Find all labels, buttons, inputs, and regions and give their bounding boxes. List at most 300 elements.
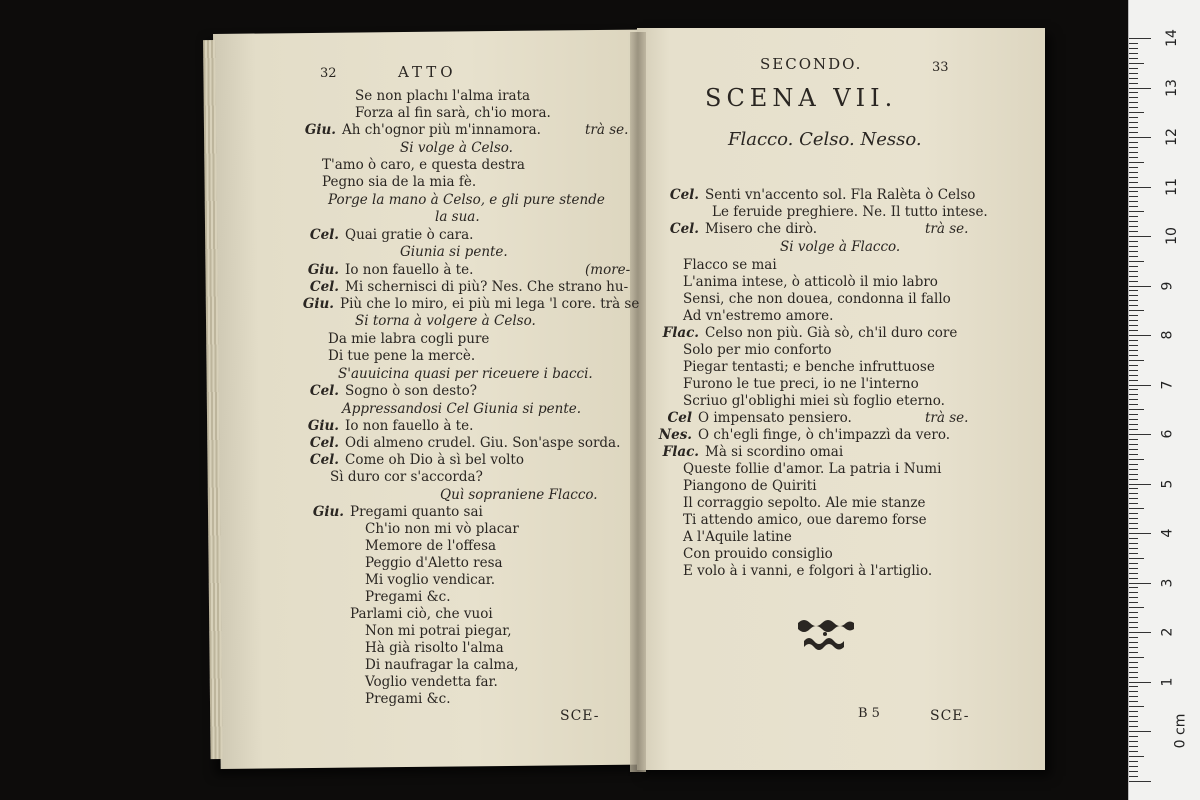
- ruler-tick: [1129, 231, 1138, 232]
- line-text: Piangono de Quiriti: [683, 478, 817, 494]
- ruler-tick: [1129, 612, 1138, 613]
- text-line: [312, 504, 483, 520]
- ruler-tick: [1129, 380, 1138, 381]
- ruler-tick: [1129, 58, 1138, 59]
- ruler-tick: [1129, 706, 1144, 707]
- line-text: Di tue pene la mercè.: [328, 348, 476, 364]
- text-line: [712, 204, 988, 220]
- ruler-tick: [1129, 157, 1138, 158]
- ruler-tick: [1129, 300, 1138, 301]
- text-line: [309, 452, 524, 468]
- line-text: L'anima intese, ò atticolò il mio labro: [683, 274, 938, 290]
- text-line: [435, 209, 480, 225]
- text-line: [667, 410, 969, 426]
- text-line: [669, 221, 969, 237]
- text-line: [683, 359, 935, 375]
- ruler-number: 8: [1159, 330, 1176, 340]
- line-text: Sì duro cor s'accorda?: [330, 469, 483, 485]
- ruler-tick: [1129, 424, 1138, 425]
- ruler-tick: [1129, 206, 1138, 207]
- speaker-label: Cel.: [309, 279, 339, 295]
- line-text: O impensato pensiero.: [698, 410, 852, 426]
- ruler-tick: [1129, 429, 1138, 430]
- ruler-tick: [1129, 533, 1151, 534]
- text-line: [780, 239, 900, 255]
- ruler-tick: [1129, 766, 1138, 767]
- ruler-tick: [1129, 607, 1144, 608]
- ruler-tick: [1129, 201, 1138, 202]
- ruler-tick: [1129, 479, 1138, 480]
- text-line: [683, 342, 832, 358]
- ruler-tick: [1129, 464, 1138, 465]
- line-text: Si volge à Celso.: [400, 140, 513, 156]
- ruler-tick: [1129, 652, 1138, 653]
- ruler-tick: [1129, 731, 1151, 732]
- ruler-tick: [1129, 43, 1138, 44]
- line-text: Mi voglio vendicar.: [365, 572, 496, 588]
- ruler-tick: [1129, 191, 1138, 192]
- right-running-head: SECONDO.: [760, 55, 863, 73]
- ruler-tick: [1129, 672, 1138, 673]
- text-line: [683, 512, 927, 528]
- text-line: [365, 674, 498, 690]
- ruler-tick: [1129, 622, 1138, 623]
- text-line: [365, 623, 512, 639]
- scene-title: SCENA VII.: [705, 84, 898, 112]
- ruler-number: 3: [1159, 578, 1176, 587]
- line-text: Hà già risolto l'alma: [365, 640, 504, 656]
- ruler-tick: [1129, 107, 1138, 108]
- ruler-tick: [1129, 488, 1138, 489]
- ruler-tick: [1129, 221, 1138, 222]
- printers-ornament-icon: [790, 615, 860, 655]
- line-text: Si volge à Flacco.: [780, 239, 901, 255]
- line-text: Misero che dirò.: [705, 221, 818, 237]
- ruler-tick: [1129, 553, 1138, 554]
- ruler-tick: [1129, 375, 1138, 376]
- text-line: [328, 192, 605, 208]
- text-line: [683, 291, 951, 307]
- line-text: Si torna à volgere à Celso.: [355, 313, 536, 329]
- text-line: [350, 606, 493, 622]
- line-text: Giunia si pente.: [400, 244, 508, 260]
- ruler-number: 0 cm: [1172, 713, 1189, 749]
- text-line: [328, 348, 475, 364]
- ruler-tick: [1129, 182, 1138, 183]
- ruler-tick: [1129, 385, 1151, 386]
- line-text: Pregami &c.: [365, 691, 451, 707]
- speaker-label: Cel.: [669, 221, 699, 237]
- speaker-label: Giu.: [312, 504, 344, 520]
- text-line: [400, 140, 513, 156]
- text-line: [400, 244, 508, 260]
- ruler-tick: [1129, 459, 1144, 460]
- ruler-tick: [1129, 389, 1138, 390]
- ruler-tick: [1129, 68, 1138, 69]
- text-line: [355, 313, 536, 329]
- ruler-tick: [1129, 513, 1138, 514]
- text-line: [328, 331, 489, 347]
- text-line: [304, 122, 629, 138]
- ruler-tick: [1129, 419, 1138, 420]
- line-text: Senti vn'accento sol. Fla Ralèta ò Celso: [705, 187, 976, 203]
- ruler-tick: [1129, 345, 1138, 346]
- speaker-label: Cel.: [309, 435, 339, 451]
- ruler-number: 10: [1163, 227, 1180, 245]
- ruler-tick: [1129, 548, 1138, 549]
- speaker-label: Cel.: [309, 452, 339, 468]
- text-line: [309, 435, 621, 451]
- ruler-tick: [1129, 63, 1144, 64]
- ruler-tick: [1129, 662, 1138, 663]
- text-line: [365, 521, 519, 537]
- speaker-label: Giu.: [307, 418, 339, 434]
- ruler-tick: [1129, 152, 1138, 153]
- text-line: [322, 174, 476, 190]
- ruler-tick: [1129, 771, 1138, 772]
- text-line: [365, 640, 504, 656]
- ruler-tick: [1129, 647, 1138, 648]
- ruler-tick: [1129, 112, 1144, 113]
- line-text: Odi almeno crudel. Giu. Son'aspe sorda.: [345, 435, 621, 451]
- ruler-number: 1: [1159, 677, 1176, 686]
- line-text: Quai gratie ò cara.: [345, 227, 474, 243]
- ruler-tick: [1129, 365, 1138, 366]
- ruler-tick: [1129, 330, 1138, 331]
- line-text: A l'Aquile latine: [683, 529, 792, 545]
- text-line: [307, 262, 631, 278]
- ruler-number: 14: [1163, 29, 1180, 47]
- ruler-tick: [1129, 449, 1138, 450]
- stage-aside: trà se.: [585, 122, 629, 138]
- line-text: Io non fauello à te.: [345, 418, 474, 434]
- ruler-number: 7: [1159, 380, 1176, 389]
- ruler-tick: [1129, 701, 1138, 702]
- ruler-tick: [1129, 290, 1138, 291]
- scene-characters: Flacco. Celso. Nesso.: [728, 129, 922, 150]
- ruler-tick: [1129, 48, 1138, 49]
- ruler-tick: [1129, 261, 1144, 262]
- ruler-tick: [1129, 78, 1138, 79]
- ruler-tick: [1129, 592, 1138, 593]
- ruler-tick: [1129, 756, 1144, 757]
- line-text: la sua.: [435, 209, 480, 225]
- ruler-tick: [1129, 469, 1138, 470]
- ruler-number: 6: [1159, 429, 1176, 439]
- line-text: Il corraggio sepolto. Ale mie stanze: [683, 495, 926, 511]
- line-text: Memore de l'offesa: [365, 538, 497, 554]
- line-text: T'amo ò caro, e questa destra: [322, 157, 525, 173]
- line-text: Voglio vendetta far.: [365, 674, 498, 690]
- ruler-tick: [1129, 617, 1138, 618]
- ruler-tick: [1129, 682, 1151, 683]
- line-text: Flacco se mai: [683, 257, 777, 273]
- ruler-tick: [1129, 196, 1138, 197]
- speaker-label: Cel.: [669, 187, 699, 203]
- speaker-label: Giu.: [307, 262, 339, 278]
- ruler-tick: [1129, 711, 1138, 712]
- line-text: Queste follie d'amor. La patria i Numi: [683, 461, 942, 477]
- line-text: Porge la mano à Celso, e gli pure stende: [328, 192, 605, 208]
- line-text: Pregami &c.: [365, 589, 451, 605]
- stage-aside: (more-: [585, 262, 631, 278]
- stage-aside: trà se.: [925, 410, 969, 426]
- ruler-tick: [1129, 360, 1144, 361]
- line-text: Forza al fin sarà, ch'io mora.: [355, 105, 551, 121]
- ruler-tick: [1129, 92, 1138, 93]
- text-line: [365, 589, 451, 605]
- text-line: [683, 495, 925, 511]
- speaker-label: Giu.: [304, 122, 336, 138]
- line-text: Io non fauello à te.: [345, 262, 474, 278]
- ruler-tick: [1129, 310, 1144, 311]
- speaker-label: Nes.: [658, 427, 692, 443]
- ruler-tick: [1129, 399, 1138, 400]
- text-line: [658, 427, 951, 443]
- ruler-tick: [1129, 528, 1138, 529]
- line-text: Mi schernisci di più? Nes. Che strano hu-: [345, 279, 629, 295]
- ruler-tick: [1129, 414, 1138, 415]
- ruler-tick: [1129, 187, 1151, 188]
- ruler-tick: [1129, 137, 1151, 138]
- text-line: [365, 572, 495, 588]
- text-line: [365, 555, 503, 571]
- text-line: [330, 469, 483, 485]
- speaker-label: Flac.: [662, 325, 699, 341]
- ruler-tick: [1129, 503, 1138, 504]
- text-line: [662, 444, 844, 460]
- line-text: Celso non più. Già sò, ch'il duro core: [705, 325, 958, 341]
- measurement-ruler: [1128, 0, 1200, 800]
- left-running-head: ATTO: [398, 63, 457, 81]
- ruler-tick: [1129, 315, 1138, 316]
- ruler-tick: [1129, 256, 1138, 257]
- line-text: Se non plachı l'alma irata: [355, 88, 531, 104]
- signature-mark: B 5: [858, 706, 880, 721]
- ruler-number: 2: [1159, 627, 1176, 637]
- line-text: Scriuo gl'oblighi miei sù foglio eterno.: [683, 393, 945, 409]
- speaker-label: Giu.: [302, 296, 334, 312]
- stage-aside: trà se.: [925, 221, 969, 237]
- ruler-tick: [1129, 320, 1138, 321]
- ruler-tick: [1129, 167, 1138, 168]
- text-line: [683, 376, 919, 392]
- ruler-tick: [1129, 677, 1138, 678]
- text-line: [309, 383, 477, 399]
- ruler-tick: [1129, 335, 1151, 336]
- ruler-tick: [1129, 172, 1138, 173]
- ruler-tick: [1129, 751, 1138, 752]
- right-page-number: 33: [932, 60, 949, 75]
- ruler-number: 5: [1159, 479, 1176, 488]
- ruler-tick: [1129, 583, 1151, 584]
- ruler-tick: [1129, 340, 1138, 341]
- ruler-tick: [1129, 177, 1138, 178]
- ruler-tick: [1129, 602, 1138, 603]
- ruler-tick: [1129, 637, 1138, 638]
- ruler-tick: [1129, 597, 1138, 598]
- line-text: Solo per mio conforto: [683, 342, 832, 358]
- ruler-tick: [1129, 474, 1138, 475]
- ruler-number: 9: [1159, 281, 1176, 290]
- ruler-tick: [1129, 568, 1138, 569]
- text-line: [683, 461, 941, 477]
- line-text: Pegno sia de la mia fè.: [322, 174, 477, 190]
- text-line: [669, 187, 976, 203]
- ruler-tick: [1129, 726, 1138, 727]
- ruler-tick: [1129, 142, 1138, 143]
- book-gutter: [630, 32, 646, 772]
- ruler-tick: [1129, 776, 1138, 777]
- ruler-tick: [1129, 241, 1138, 242]
- text-line: [683, 529, 792, 545]
- text-line: [440, 487, 598, 503]
- line-text: Più che lo miro, ei più mi lega 'l core. trà se: [340, 296, 640, 312]
- ruler-tick: [1129, 216, 1138, 217]
- ruler-tick: [1129, 563, 1138, 564]
- line-text: Ad vn'estremo amore.: [683, 308, 834, 324]
- ruler-tick: [1129, 83, 1138, 84]
- ruler-tick: [1129, 286, 1151, 287]
- ruler-number: 4: [1159, 528, 1176, 538]
- ruler-tick: [1129, 162, 1144, 163]
- ruler-tick: [1129, 439, 1138, 440]
- line-text: Da mie labra cogli pure: [328, 331, 490, 347]
- ruler-tick: [1129, 741, 1138, 742]
- ruler-tick: [1129, 444, 1138, 445]
- line-text: Ti attendo amico, oue daremo forse: [683, 512, 927, 528]
- text-line: [309, 227, 474, 243]
- ruler-tick: [1129, 721, 1138, 722]
- ruler-tick: [1129, 295, 1138, 296]
- text-line: [683, 274, 938, 290]
- ruler-tick: [1129, 691, 1138, 692]
- ruler-tick: [1129, 696, 1138, 697]
- line-text: E volo à i vanni, e folgori à l'artiglio.: [683, 563, 933, 579]
- right-catchword: SCE-: [930, 708, 970, 724]
- line-text: Ch'io non mi vò placar: [365, 521, 519, 537]
- ruler-tick: [1129, 355, 1138, 356]
- line-text: Sensi, che non douea, condonna il fallo: [683, 291, 951, 307]
- ruler-tick: [1129, 211, 1144, 212]
- text-line: [302, 296, 640, 312]
- ruler-tick: [1129, 736, 1138, 737]
- text-line: [365, 691, 451, 707]
- text-line: [683, 563, 932, 579]
- ruler-tick: [1129, 73, 1138, 74]
- ruler-tick: [1129, 266, 1138, 267]
- speaker-label: Cel.: [309, 383, 339, 399]
- ruler-tick: [1129, 271, 1138, 272]
- text-line: [683, 478, 817, 494]
- line-text: Appressandosi Cel Giunia si pente.: [342, 401, 582, 417]
- ruler-tick: [1129, 518, 1138, 519]
- text-line: [355, 105, 551, 121]
- text-line: [365, 538, 496, 554]
- speaker-label: Flac.: [662, 444, 699, 460]
- ruler-tick: [1129, 746, 1138, 747]
- ruler-tick: [1129, 97, 1138, 98]
- ruler-tick: [1129, 434, 1151, 435]
- line-text: Non mi potrai piegar,: [365, 623, 512, 639]
- ruler-tick: [1129, 573, 1138, 574]
- ruler-tick: [1129, 127, 1138, 128]
- ruler-tick: [1129, 251, 1138, 252]
- ruler-tick: [1129, 632, 1151, 633]
- line-text: Sogno ò son desto?: [345, 383, 477, 399]
- line-text: Piegar tentasti; e benche infruttuose: [683, 359, 935, 375]
- text-line: [355, 88, 530, 104]
- ruler-tick: [1129, 454, 1138, 455]
- left-page-number: 32: [320, 66, 337, 81]
- line-text: S'auuicina quasi per riceuere i bacci.: [338, 366, 593, 382]
- ruler-tick: [1129, 236, 1151, 237]
- line-text: Ah ch'ognor più m'innamora.: [342, 122, 541, 138]
- ruler-tick: [1129, 498, 1138, 499]
- ruler-tick: [1129, 276, 1138, 277]
- ruler-number: 12: [1163, 128, 1180, 146]
- ruler-tick: [1129, 38, 1151, 39]
- ruler-tick: [1129, 122, 1138, 123]
- ruler-tick: [1129, 493, 1138, 494]
- ruler-tick: [1129, 350, 1138, 351]
- text-line: [309, 279, 629, 295]
- ruler-tick: [1129, 627, 1138, 628]
- line-text: Parlami ciò, che vuoi: [350, 606, 493, 622]
- ruler-tick: [1129, 132, 1138, 133]
- ruler-tick: [1129, 484, 1151, 485]
- ruler-tick: [1129, 781, 1151, 782]
- ruler-tick: [1129, 587, 1138, 588]
- text-line: [683, 257, 777, 273]
- ruler-tick: [1129, 667, 1138, 668]
- text-line: [342, 401, 581, 417]
- text-line: [683, 393, 945, 409]
- ruler-tick: [1129, 642, 1138, 643]
- ruler-tick: [1129, 716, 1138, 717]
- text-line: [322, 157, 525, 173]
- ruler-tick: [1129, 523, 1138, 524]
- speaker-label: Cel.: [309, 227, 339, 243]
- line-text: Quì sopraniene Flacco.: [440, 487, 598, 503]
- text-line: [307, 418, 474, 434]
- line-text: Pregami quanto sai: [350, 504, 483, 520]
- ruler-tick: [1129, 686, 1138, 687]
- ruler-tick: [1129, 409, 1144, 410]
- ruler-tick: [1129, 657, 1144, 658]
- ruler-tick: [1129, 370, 1138, 371]
- text-line: [683, 308, 833, 324]
- text-line: [683, 546, 833, 562]
- left-catchword: SCE-: [560, 708, 600, 724]
- line-text: Peggio d'Aletto resa: [365, 555, 503, 571]
- ruler-tick: [1129, 305, 1138, 306]
- line-text: Come oh Dio à sì bel volto: [345, 452, 524, 468]
- line-text: Mà si scordino omai: [705, 444, 844, 460]
- text-line: [338, 366, 593, 382]
- ruler-tick: [1129, 53, 1138, 54]
- ruler-tick: [1129, 578, 1138, 579]
- line-text: Furono le tue preci, io ne l'interno: [683, 376, 919, 392]
- ruler-number: 11: [1163, 177, 1180, 196]
- ruler-number: 13: [1163, 78, 1180, 97]
- ruler-tick: [1129, 102, 1138, 103]
- line-text: Con prouido consiglio: [683, 546, 833, 562]
- speaker-label: Cel: [667, 410, 692, 426]
- ruler-tick: [1129, 538, 1138, 539]
- ruler-tick: [1129, 404, 1138, 405]
- text-line: [662, 325, 958, 341]
